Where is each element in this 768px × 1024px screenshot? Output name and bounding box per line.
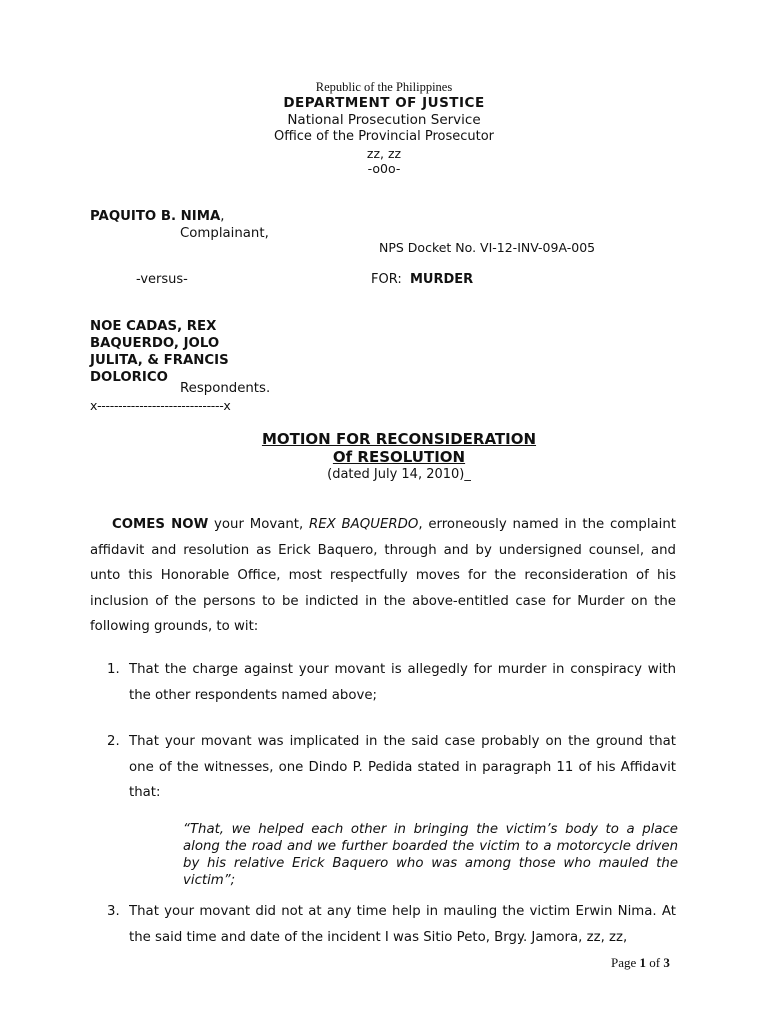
- intro-paragraph: [90, 512, 676, 640]
- of-word: of: [649, 955, 661, 970]
- versus-label: -versus-: [136, 272, 188, 287]
- affidavit-quote: “That, we helped each other in bringing the victim’s body to a place along the road and we further boarded the victim to a motorcycle driven by his relative Erick Baquero who was among those who mauled the victim”;: [183, 822, 678, 888]
- docket-number: NPS Docket No. VI-12-INV-09A-005: [379, 240, 596, 255]
- header-department: DEPARTMENT OF JUSTICE: [283, 95, 485, 111]
- intro-lead: COMES NOW: [112, 517, 209, 532]
- header-republic: Republic of the Philippines: [315, 80, 453, 94]
- item-number: 3.: [107, 904, 120, 919]
- caption-separator: x------------------------------x: [90, 398, 231, 413]
- header-office: Office of the Provincial Prosecutor: [273, 129, 495, 144]
- respondents-line: DOLORICO: [90, 370, 168, 385]
- item-text: That the charge against your movant is allegedly for murder in conspiracy with the other respondents named above;: [129, 662, 676, 703]
- complainant-label: Complainant,: [180, 226, 269, 241]
- complainant-block: [90, 209, 225, 224]
- motion-title: MOTION FOR RECONSIDERATION: [261, 430, 537, 448]
- complainant-name: PAQUITO B. NIMA: [90, 209, 221, 224]
- header-service: National Prosecution Service: [287, 112, 481, 128]
- page-total: 3: [663, 955, 670, 970]
- page-word: Page: [611, 955, 637, 970]
- movant-name: REX BAQUERDO: [309, 517, 419, 532]
- page-footer: [611, 955, 670, 971]
- charge-value: MURDER: [410, 272, 474, 287]
- item-text: That your movant did not at any time help in mauling the victim Erwin Nima. At the said time and date of the incident I was Sitio Peto, Brgy. Jamora, zz, zz,: [129, 904, 676, 945]
- item-number: 2.: [107, 734, 120, 749]
- intro-text: your Movant,: [208, 517, 310, 532]
- respondents-names: [90, 318, 229, 386]
- item-number: 1.: [107, 662, 120, 677]
- for-label: FOR:: [371, 272, 402, 287]
- intro-text-continued: , erroneously named in the complaint affidavit and resolution as Erick Baquero, through and by undersigned counsel, and unto this Honorable Office, most respectfully moves for the reconsideration of his inclusion of the persons to be indicted in the above-entitled case for Murder on the following grounds, to wit:: [90, 517, 676, 634]
- respondents-line: JULITA, & FRANCIS: [90, 353, 229, 368]
- motion-subtitle: Of RESOLUTION: [332, 448, 466, 466]
- item-text: That your movant was implicated in the said case probably on the ground that one of the witnesses, one Dindo P. Pedida stated in paragraph 11 of his Affidavit that:: [129, 734, 676, 800]
- charge-line: [371, 272, 473, 287]
- motion-date: (dated July 14, 2010)_: [327, 467, 471, 482]
- header-location: zz, zz: [366, 146, 402, 161]
- complainant-name-suffix: ,: [220, 209, 225, 224]
- header-separator: -o0o-: [367, 161, 401, 176]
- respondents-label: Respondents.: [180, 381, 271, 396]
- respondents-line: BAQUERDO, JOLO: [90, 336, 220, 351]
- respondents-line: NOE CADAS, REX: [90, 319, 217, 334]
- page-number: 1: [639, 955, 647, 970]
